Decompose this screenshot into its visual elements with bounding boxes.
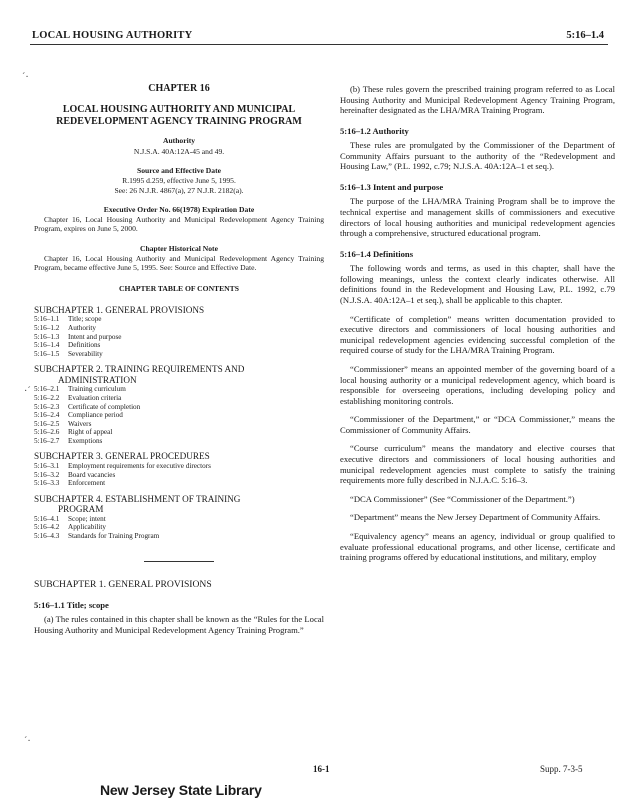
toc-subchapter-1: SUBCHAPTER 1. GENERAL PROVISIONS: [34, 304, 205, 315]
running-header-title: LOCAL HOUSING AUTHORITY: [32, 30, 193, 41]
source-line-2: See: 26 N.J.R. 4867(a), 27 N.J.R. 2182(a).: [114, 185, 244, 195]
historical-note-heading: Chapter Historical Note: [140, 243, 218, 253]
toc-subchapter-3: SUBCHAPTER 3. GENERAL PROCEDURES: [34, 451, 210, 462]
toc-item[interactable]: 5:16–2.7 Exemptions: [34, 436, 103, 445]
paragraph-b: (b) These rules govern the prescribed training program referred to as Local Housing Authority and Municipal Redevelopment Agency Training Program, hereinafter designated as the LHA/MRA Training Program.: [340, 84, 615, 116]
definition-department: “Department” means the New Jersey Department of Community Affairs.: [350, 512, 601, 523]
authority-heading: Authority: [162, 136, 196, 146]
chapter-number: CHAPTER 16: [148, 83, 210, 94]
definition-equivalency-agency: “Equivalency agency” means an agency, individual or group qualified to evaluate professional educational programs, and other license, certificate and training programs offered by educational institutions, and military, employ: [340, 531, 615, 563]
toc-item[interactable]: 5:16–4.2 Applicability: [34, 523, 106, 532]
toc-item[interactable]: 5:16–2.4 Compliance period: [34, 411, 123, 420]
toc-item[interactable]: 5:16–4.1 Scope; intent: [34, 514, 106, 523]
scan-artifact: ·´: [24, 386, 31, 397]
definition-commissioner: “Commissioner” means an appointed member of the governing board of a local housing authority or a municipal redevelopment agency, which board is responsible for overseeing operations, including developing policy and establishing monitoring controls.: [340, 363, 615, 406]
subchapter-heading: SUBCHAPTER 1. GENERAL PROVISIONS: [34, 578, 212, 590]
toc-subchapter-4: SUBCHAPTER 4. ESTABLISHMENT OF TRAINING PROGRAM: [34, 493, 241, 515]
toc-item[interactable]: 5:16–1.1 Title; scope: [34, 315, 102, 324]
section-heading-1-4: 5:16–1.4 Definitions: [340, 248, 414, 259]
toc-item[interactable]: 5:16–3.1 Employment requirements for executive directors: [34, 461, 211, 470]
authority-text: N.J.S.A. 40A:12A-45 and 49.: [133, 146, 225, 156]
toc-item[interactable]: 5:16–1.2 Authority: [34, 323, 96, 332]
section-heading-1-2: 5:16–1.2 Authority: [340, 125, 409, 136]
definition-dca-commissioner: “DCA Commissioner” (See “Commissioner of the Department.”): [350, 493, 575, 504]
executive-order-heading: Executive Order No. 66(1978) Expiration Date: [103, 204, 255, 214]
toc-item[interactable]: 5:16–2.6 Right of appeal: [34, 428, 113, 437]
toc-heading: CHAPTER TABLE OF CONTENTS: [119, 284, 239, 294]
toc-subchapter-2-items: [34, 385, 324, 445]
historical-note-text: Chapter 16, Local Housing Authority and Municipal Redevelopment Agency Training Program, became effective June 5, 1995. See: Source and Effective Date.: [34, 254, 324, 273]
executive-order-text: Chapter 16, Local Housing Authority and Municipal Redevelopment Agency Training Program, expires on June 5, 2000.: [34, 215, 324, 234]
toc-subchapter-1-items: [34, 315, 324, 358]
definition-commissioner-department: “Commissioner of the Department,” or “DCA Commissioner,” means the Commissioner of Community Affairs.: [340, 414, 615, 435]
section-heading-1-3: 5:16–1.3 Intent and purpose: [340, 181, 444, 192]
chapter-title: LOCAL HOUSING AUTHORITY AND MUNICIPAL REDEVELOPMENT AGENCY TRAINING PROGRAM: [56, 104, 302, 128]
supplement-date: Supp. 7-3-5: [540, 764, 583, 774]
right-column: [340, 58, 615, 563]
definition-course-curriculum: “Course curriculum” means the mandatory and elective courses that executive directors and commissioners of local housing authorities and municipal redevelopment agencies must complete to satisfy the training requirements more fully described in N.J.A.C. 5:16–3.: [340, 443, 615, 486]
toc-item[interactable]: 5:16–2.2 Evaluation criteria: [34, 393, 122, 402]
section-text-1-2: These rules are promulgated by the Commissioner of the Department of Community Affairs pursuant to the authority of the “Redevelopment and Housing Law,” (P.L. 1992, c.79; N.J.S.A. 40A:12A–1 et seq.).: [340, 140, 615, 172]
scan-artifact: ´·: [24, 736, 31, 747]
toc-item[interactable]: 5:16–2.5 Waivers: [34, 419, 92, 428]
toc-item[interactable]: 5:16–1.5 Severability: [34, 349, 103, 358]
toc-subchapter-4-items: [34, 515, 324, 541]
left-column: [34, 58, 324, 636]
section-divider: [144, 561, 214, 562]
toc-item[interactable]: 5:16–3.2 Board vacancies: [34, 470, 116, 479]
toc-item[interactable]: 5:16–2.3 Certificate of completion: [34, 402, 141, 411]
section-text-1-3: The purpose of the LHA/MRA Training Program shall be to improve the technical expertise and management skills of commissioners and executive directors of local housing authorities and municipal redevelopment agencies through a comprehensive, structured educational program.: [340, 196, 615, 239]
toc-item[interactable]: 5:16–1.4 Definitions: [34, 341, 101, 350]
scan-artifact: ´·: [22, 72, 29, 83]
toc-subchapter-3-items: [34, 462, 324, 488]
library-watermark: New Jersey State Library: [100, 782, 262, 798]
source-line-1: R.1995 d.259, effective June 5, 1995.: [122, 176, 236, 186]
section-text-1-4: The following words and terms, as used in this chapter, shall have the following meanings, unless the context clearly indicates otherwise. All definitions found in the Redevelopment and Housing Law, P.L. 1992, c.79 (N.J.S.A. 40A:12A–1 et seq.), shall be applicable to this chapter.: [340, 263, 615, 305]
page-number: 16-1: [313, 764, 330, 774]
running-header-section: 5:16–1.4: [566, 30, 604, 41]
toc-item[interactable]: 5:16–4.3 Standards for Training Program: [34, 531, 160, 540]
toc-subchapter-2: SUBCHAPTER 2. TRAINING REQUIREMENTS AND ADMINISTRATION: [34, 364, 245, 385]
header-rule: [30, 44, 608, 45]
toc-item[interactable]: 5:16–2.1 Training curriculum: [34, 385, 126, 394]
toc-item[interactable]: 5:16–3.3 Enforcement: [34, 479, 106, 488]
toc-item[interactable]: 5:16–1.3 Intent and purpose: [34, 332, 122, 341]
source-heading: Source and Effective Date: [136, 166, 221, 176]
definition-certificate: “Certificate of completion” means written documentation provided to executive directors and commissioners of local housing authorities and municipal redevelopment agencies evidencing successful completion of the required course of study for the LHA/MRA Training Program.: [340, 313, 615, 356]
section-heading-1-1: 5:16–1.1 Title; scope: [34, 599, 109, 610]
section-text-1-1: (a) The rules contained in this chapter shall be known as the “Rules for the Local Housing Authority and Municipal Redevelopment Agency Training Program.”: [34, 614, 324, 635]
